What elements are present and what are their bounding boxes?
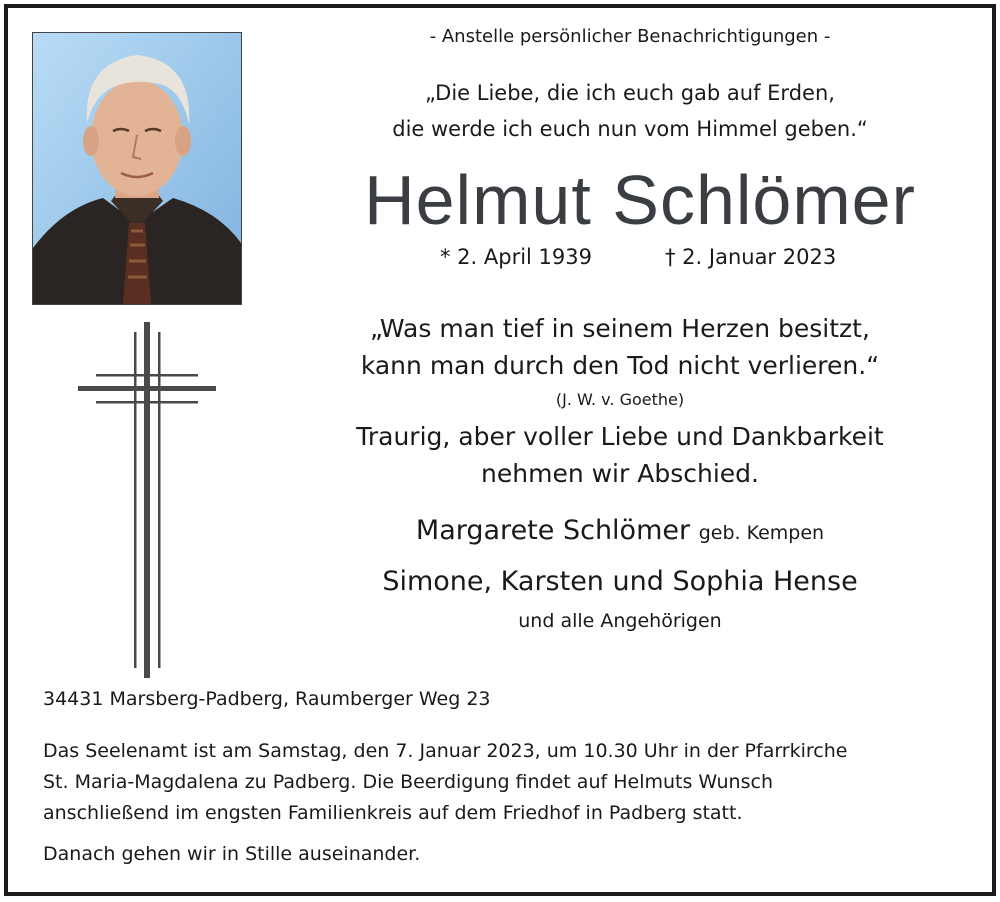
mourner-family: Simone, Karsten und Sophia Hense — [382, 566, 858, 597]
main-quote-line: „Was man tief in seinem Herzen besitzt, — [370, 314, 870, 343]
service-line: anschließend im engsten Familienkreis auf dem Friedhof in Padberg statt. — [43, 802, 743, 824]
farewell-line: nehmen wir Abschied. — [481, 459, 759, 488]
mourner-spouse-name: Margarete Schlömer — [415, 515, 691, 546]
address: 34431 Marsberg-Padberg, Raumberger Weg 23 — [43, 688, 491, 710]
main-quote-line: kann man durch den Tod nicht verlieren.“ — [360, 351, 880, 380]
birth-date: * 2. April 1939 — [440, 245, 593, 269]
service-info — [43, 736, 847, 829]
death-date: † 2. Januar 2023 — [665, 245, 837, 269]
farewell-line: Traurig, aber voller Liebe und Dankbarkeit — [356, 422, 884, 451]
service-line: Das Seelenamt ist am Samstag, den 7. Januar 2023, um 10.30 Uhr in der Pfarrkirche — [43, 740, 848, 762]
main-quote — [330, 310, 910, 384]
top-quote — [290, 75, 970, 147]
cross-icon — [78, 322, 216, 678]
mourner-spouse-note: geb. Kempen — [698, 522, 825, 544]
top-quote-line: die werde ich euch nun vom Himmel geben.“ — [392, 117, 868, 141]
notice-line: - Anstelle persönlicher Benachrichtigungen - — [429, 26, 831, 47]
mourner-spouse — [330, 515, 910, 546]
portrait-photo — [32, 32, 242, 305]
deceased-name: Helmut Schlömer — [364, 161, 916, 239]
service-line: St. Maria-Magdalena zu Padberg. Die Beerdigung findet auf Helmuts Wunsch — [43, 771, 773, 793]
closing-line: Danach gehen wir in Stille auseinander. — [43, 843, 421, 865]
quote-author: (J. W. v. Goethe) — [555, 390, 685, 409]
mourner-relatives: und alle Angehörigen — [518, 610, 722, 632]
top-quote-line: „Die Liebe, die ich euch gab auf Erden, — [425, 81, 835, 105]
farewell-text — [330, 418, 910, 492]
